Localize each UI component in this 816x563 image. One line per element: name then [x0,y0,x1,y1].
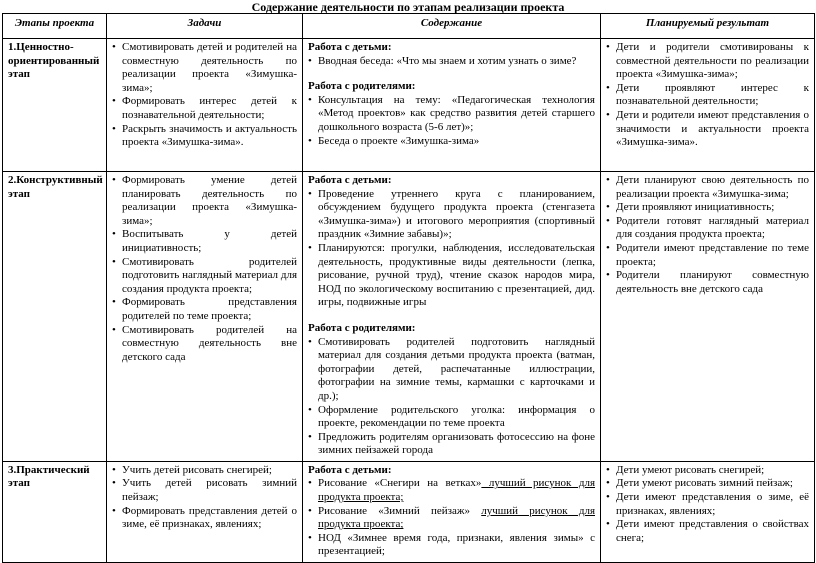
list-item: • Воспитывать у детей инициативность; [112,228,297,255]
stage-cell: 1.Ценностно-ориентированный этап [3,39,107,172]
table-row [3,172,815,462]
list-item: • Родители планируют совместную деятельность вне детского сада [606,269,809,296]
list-item: • Рисование «Зимний пейзаж» лучший рисунок для продукта проекта; [308,505,595,532]
list-item: • Смотивировать родителей на совместную деятельность вне детского сада [112,324,297,365]
results-cell [601,172,815,462]
tasks-cell [107,461,303,562]
list-item: • Смотивировать родителей подготовить наглядный материал для создания продукта проекта; [112,256,297,297]
list-item: • Консультация на тему: «Педагогическая технология «Метод проектов» как средство развития детей старшего дошкольного возраста (5-6 лет)»; [308,94,595,135]
table-row [3,461,815,562]
section-heading: Работа с родителями: [308,321,416,334]
content-cell [303,461,601,562]
results-cell [601,461,815,562]
list-item: • Формировать представления родителей по теме проекта; [112,296,297,323]
content-cell [303,39,601,172]
list-item: • Вводная беседа: «Что мы знаем и хотим узнать о зиме? [308,55,595,69]
list-item: • Формировать интерес детей к познавательной деятельности; [112,95,297,122]
list-item: • НОД «Зимнее время года, признаки, явления зимы» с презентацией; [308,532,595,559]
list-item: • Планируются: прогулки, наблюдения, исследовательская деятельность, продуктивные виды деятельности (лепка, рисование, ручной труд), чтение сказок народов мира, НОД по экологическому воспитанию с презентацией, дид. игры, подвижные игры [308,242,595,310]
list-item: • Предложить родителям организовать фотосессию на фоне зимних пейзажей города [308,431,595,458]
section-heading: Работа с родителями: [308,80,416,93]
header-content: Содержание [303,14,601,39]
list-item: • Рисование «Снегири на ветках» лучший рисунок для продукта проекта; [308,477,595,504]
list-item: • Дети имеют представления о зиме, её признаках, явлениях; [606,491,809,518]
stage-cell: 3.Практический этап [3,461,107,562]
list-item: • Дети имеют представления о свойствах снега; [606,518,809,545]
content-cell [303,172,601,462]
list-item: • Учить детей рисовать зимний пейзаж; [112,477,297,504]
tasks-cell [107,39,303,172]
stage-cell: 2.Конструктивный этап [3,172,107,462]
table-row [3,39,815,172]
list-item: • Дети умеют рисовать зимний пейзаж; [606,477,809,491]
list-item: • Дети проявляют интерес к познавательной деятельности; [606,82,809,109]
header-tasks: Задачи [107,14,303,39]
list-item: • Раскрыть значимость и актуальность проекта «Зимушка-зима». [112,123,297,150]
list-item: • Дети и родители имеют представления о значимости и актуальности проекта «Зимушка-зима». [606,109,809,150]
results-cell [601,39,815,172]
header-stages: Этапы проекта [3,14,107,39]
list-item: • Формировать представления детей о зиме, её признаках, явлениях; [112,505,297,532]
list-item: • Дети умеют рисовать снегирей; [606,464,809,478]
section-heading: Работа с детьми: [308,174,392,186]
list-item: • Дети планируют свою деятельность по реализации проекта «Зимушка-зима; [606,174,809,201]
list-item: • Оформление родительского уголка: информация о проекте, рекомендации по теме проекта [308,404,595,431]
list-item: • Смотивировать детей и родителей на совместную деятельность по реализации проекта «Зимушка-зима»; [112,41,297,95]
header-results: Планируемый результат [601,14,815,39]
list-item: • Родители готовят наглядный материал для создания продукта проекта; [606,215,809,242]
list-item: • Дети и родители смотивированы к совместной деятельности по реализации проекта «Зимушка-зима»; [606,41,809,82]
list-item: • Дети проявляют инициативность; [606,201,809,215]
section-heading: Работа с детьми: [308,41,392,53]
table-header-row [3,14,815,39]
document-title: Содержание деятельности по этапам реализации проекта [251,0,565,14]
list-item: • Беседа о проекте «Зимушка-зима» [308,135,595,149]
tasks-cell [107,172,303,462]
list-item: • Родители имеют представление по теме проекта; [606,242,809,269]
project-stages-table [2,13,815,563]
section-heading: Работа с детьми: [308,463,392,476]
list-item: • Учить детей рисовать снегирей; [112,464,297,478]
list-item: • Смотивировать родителей подготовить наглядный материал для создания детьми продукта проекта (ватман, фотографии детей, распечатанные иллюстрации, фотографии на зимние темы, кармашки с карточками и др.); [308,336,595,404]
list-item: • Формировать умение детей планировать деятельность по реализации проекта «Зимушка-зима»; [112,174,297,228]
list-item: • Проведение утреннего круга с планированием, обсуждением будущего продукта проекта (стенгазета «Зимушка-зима») и итогового мероприятия (спортивный праздник «Зимние забавы)»; [308,188,595,242]
